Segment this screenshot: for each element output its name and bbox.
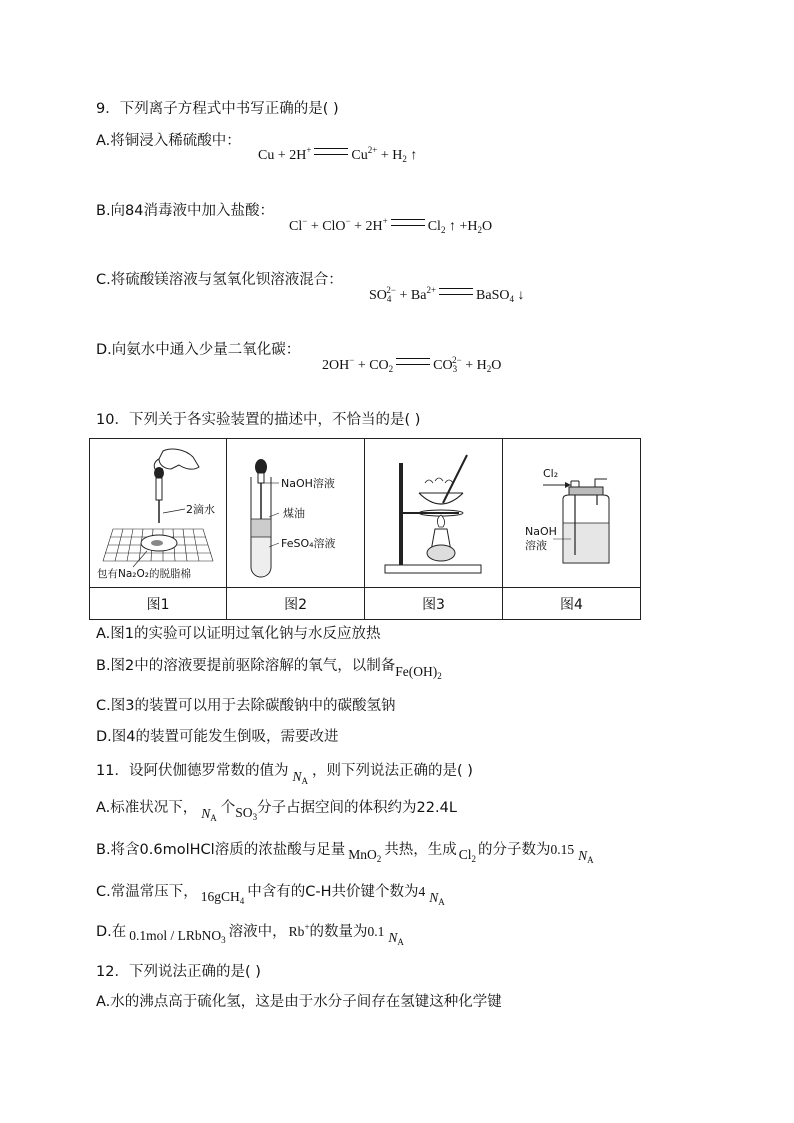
fig1-cell — [90, 439, 227, 588]
q10-option-b-text: B.图2中的溶液要提前驱除溶解的氧气，以制备 — [96, 658, 396, 674]
q10-option-b-formula: $Fe(OH)_2$ — [395, 664, 442, 681]
fig2-cell — [227, 439, 365, 588]
q12-stem: 12．下列说法正确的是( ) — [96, 964, 261, 980]
fig4-drawing — [507, 443, 637, 583]
q9-equation-b: Cl− + ClO− + 2H+ $Cl_2$ ↑ $+H_2O$ — [289, 216, 493, 235]
fig1-cotton-label: 包有Na₂O₂的脱脂棉 — [97, 568, 192, 580]
q9-option-a: A.将铜浸入稀硫酸中： — [96, 133, 241, 149]
q11-stem: 11．设阿伏伽德罗常数的值为 $N_A$，则下列说法正确的是( ) — [96, 763, 473, 786]
q12-option-a: A.水的沸点高于硫化氢，这是由于水分子间存在氢键这种化学键 — [96, 994, 502, 1010]
q10-stem: 10．下列关于各实验装置的描述中，不恰当的是( ) — [96, 412, 421, 428]
fig4-naoh-label: NaOH — [524, 525, 557, 538]
q9-equation-a: Cu + 2H+ $Cu^{2+} + H_2$ ↑ — [258, 145, 418, 164]
fig1-drawing — [93, 443, 223, 583]
na-symbol: $N_A$ — [292, 769, 308, 786]
fig1-caption: 图1 — [90, 588, 227, 620]
q9-equation-d: $2OH^- + CO_2$ $CO_3^{2-} + H_2O$ — [322, 355, 502, 374]
apparatus-figure-table — [89, 438, 641, 620]
q10-option-c: C.图3的装置可以用于去除碳酸钠中的碳酸氢钠 — [96, 698, 396, 714]
fig4-solution-label: 溶液 — [524, 539, 547, 552]
fig1-water-label: 2滴水 — [186, 503, 216, 516]
fig4-caption: 图4 — [503, 588, 641, 620]
fig3-drawing — [369, 443, 499, 583]
q10-option-d: D.图4的装置可能发生倒吸，需要改进 — [96, 729, 339, 745]
fig4-cell — [503, 439, 641, 588]
q9-option-d: D.向氨水中通入少量二氧化碳： — [96, 342, 301, 358]
q11-option-a: A.标准状况下， $N_A$个$SO_3$分子占据空间的体积约为22.4L — [96, 800, 457, 823]
q9-stem: 9．下列离子方程式中书写正确的是( ) — [96, 101, 339, 117]
q11-option-b: B.将含0.6molHCl溶质的浓盐酸与足量 MnO$_2$共热，生成 $Cl_2$的分子数为0.15 $N_A$ — [96, 842, 594, 865]
fig2-naoh-label: NaOH溶液 — [280, 477, 335, 490]
q10-option-a: A.图1的实验可以证明过氧化钠与水反应放热 — [96, 626, 381, 642]
q11-option-d: D.在 0.1mol / LRbNO$_3$ 溶液中， Rb+的数量为0.1 $N_A$ — [96, 922, 404, 947]
fig2-drawing — [231, 443, 361, 583]
q9-equation-c: $SO_4^{2-} + Ba^{2+}$ BaSO$_4$ ↓ — [369, 285, 525, 304]
fig2-feso4-label: FeSO₄溶液 — [280, 537, 336, 550]
q11-option-c: C.常温常压下， 16gCH$_4$中含有的C-H共价键个数为4 $N_A$ — [96, 884, 445, 907]
q10-option-b — [96, 654, 442, 681]
fig4-cl2-label: Cl₂ — [542, 467, 558, 480]
q9-option-b: B.向84消毒液中加入盐酸： — [96, 203, 275, 219]
fig3-caption: 图3 — [365, 588, 503, 620]
fig2-caption: 图2 — [227, 588, 365, 620]
fig3-cell — [365, 439, 503, 588]
q9-option-c: C.将硫酸镁溶液与氢氧化钡溶液混合： — [96, 272, 343, 288]
fig2-kerosene-label: 煤油 — [282, 507, 305, 520]
